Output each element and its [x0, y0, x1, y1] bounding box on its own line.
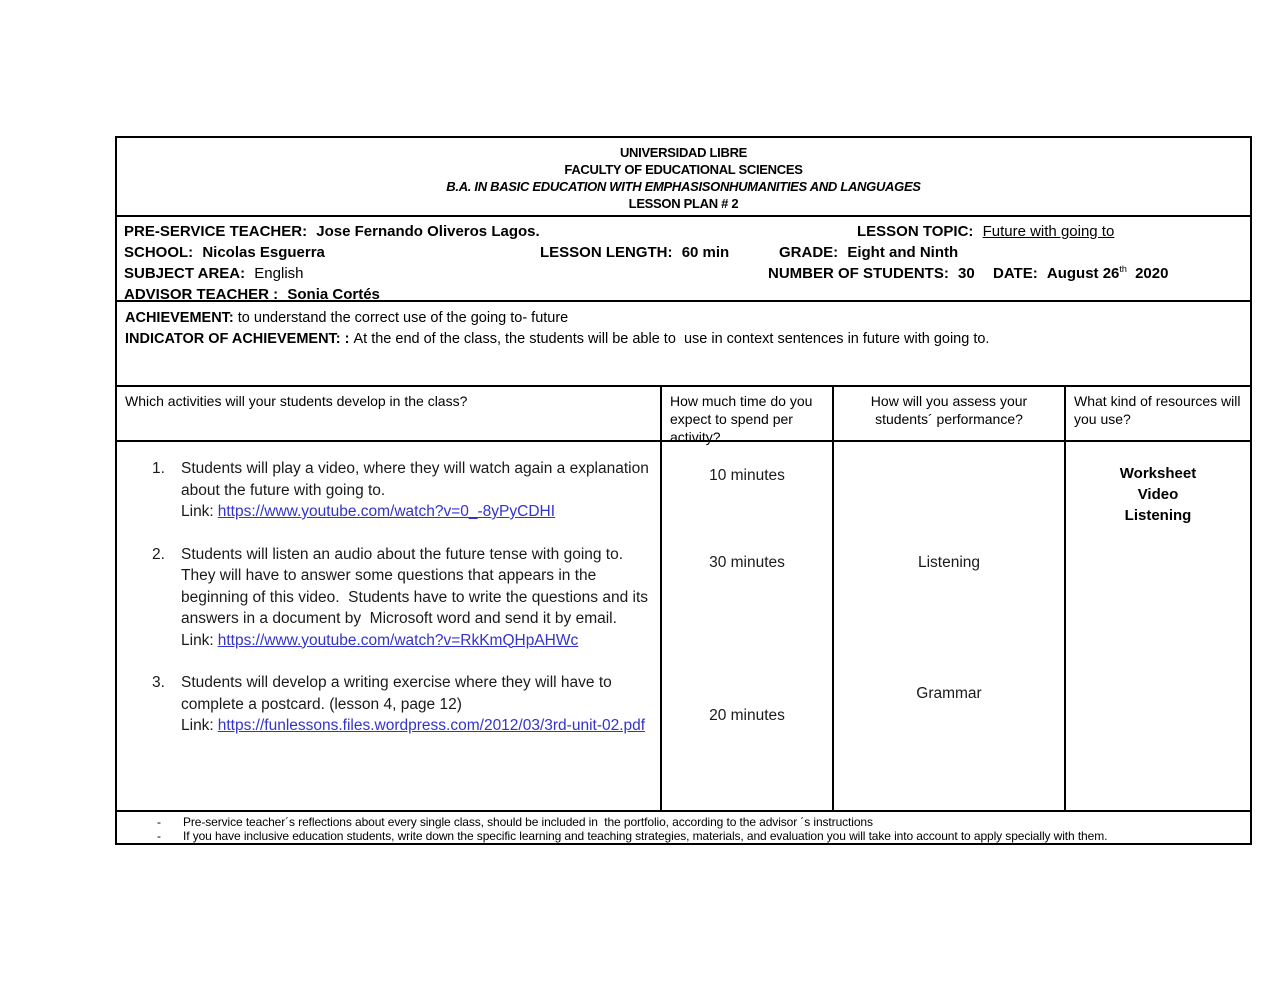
activity-1-link[interactable]: https://www.youtube.com/watch?v=0_-8yPyCDHI [217, 503, 556, 520]
activity-2-link[interactable]: https://www.youtube.com/watch?v=RkKmQHpAHWc [217, 631, 579, 649]
footer-note-2-text: If you have inclusive education students, write down the specific learning and teaching strategies, materials, and evaluation you will take into account to apply specially with them. [183, 829, 1108, 843]
activity-1-number: 1. [152, 460, 165, 477]
time-column [662, 442, 834, 810]
activity-3-text-block [181, 672, 652, 737]
footer-note-2 [117, 829, 1250, 843]
indicator-label: INDICATOR OF ACHIEVEMENT: : [125, 331, 350, 347]
number-of-students-value: 30 [958, 265, 975, 282]
time-activity-2: 30 minutes [709, 554, 785, 571]
activity-1-text-block [181, 458, 652, 523]
resource-worksheet: Worksheet [1119, 465, 1197, 482]
university-name: UNIVERSIDAD LIBRE [619, 145, 748, 160]
resources-list [1066, 463, 1250, 526]
subject-area-value: English [254, 265, 304, 282]
lesson-topic-value: Future with going to [982, 223, 1115, 240]
activity-2-text-block [181, 544, 652, 652]
date-year: 2020 [1135, 265, 1169, 282]
lesson-plan-document [115, 136, 1252, 845]
achievement-label: ACHIEVEMENT: [125, 310, 234, 326]
school-label: SCHOOL: [124, 244, 194, 261]
resources-column [1066, 442, 1250, 810]
pre-service-teacher-label: PRE-SERVICE TEACHER: [124, 223, 308, 240]
activity-item-3 [152, 672, 652, 737]
grade-label: GRADE: [779, 244, 839, 261]
assessment-activity-2: Listening [917, 554, 981, 571]
footer-note-1-text: Pre-service teacher´s reflections about every single class, should be included in the portfolio, according to the advisor ´s instructions [183, 815, 873, 829]
activities-table-header-row [117, 387, 1250, 445]
assessment-activity-3: Grammar [916, 685, 982, 702]
school-field [124, 243, 325, 263]
header-resources: What kind of resources will you use? [1074, 393, 1241, 427]
activity-3-description: Students will develop a writing exercise where they will have to complete a postcard. (lesson 4, page 12) [181, 674, 617, 713]
lesson-topic-field [857, 222, 1114, 242]
lesson-length-value: 60 min [681, 244, 730, 261]
subject-area-label: SUBJECT AREA: [124, 265, 246, 282]
footer-note-2-bullet: - [157, 829, 161, 843]
lesson-length-field [540, 243, 729, 263]
advisor-teacher-value: Sonia Cortés [287, 286, 380, 303]
indicator-line [125, 329, 1242, 350]
activities-list [117, 442, 660, 737]
achievement-line [125, 308, 1242, 329]
activity-3-link-label: Link: [181, 717, 214, 734]
achievement-section [117, 302, 1250, 387]
date-label: DATE: [993, 265, 1038, 282]
date-ordinal-suffix: th [1119, 264, 1127, 274]
header-assessment: How will you assess your students´ performance? [834, 387, 1066, 451]
advisor-teacher-label: ADVISOR TEACHER : [124, 286, 279, 303]
lesson-plan-title: LESSON PLAN # 2 [628, 196, 739, 211]
activity-1-link-label: Link: [181, 503, 214, 520]
time-activity-3: 20 minutes [709, 707, 785, 724]
program-name: B.A. IN BASIC EDUCATION WITH EMPHASISONHUMANITIES AND LANGUAGES [446, 179, 921, 194]
school-value: Nicolas Esguerra [202, 244, 325, 261]
activity-3-link[interactable]: https://funlessons.files.wordpress.com/2012/03/3rd-unit-02.pdf [217, 717, 646, 734]
grade-value: Eight and Ninth [847, 244, 959, 261]
activities-table-body [117, 442, 1250, 812]
assessment-column [834, 442, 1066, 810]
lesson-info-section [117, 217, 1250, 302]
footer-note-1-bullet: - [157, 815, 161, 829]
activity-2-number: 2. [152, 545, 165, 563]
activity-1-description: Students will play a video, where they will watch again a explanation about the future with going to. [181, 460, 654, 499]
activity-3-number: 3. [152, 674, 165, 691]
lesson-topic-label: LESSON TOPIC: [857, 223, 974, 240]
footer-notes-section [117, 812, 1250, 843]
date-field [993, 264, 1168, 284]
subject-area-field [124, 264, 304, 284]
activity-item-1 [152, 458, 652, 523]
achievement-text: to understand the correct use of the going to- future [237, 310, 569, 326]
date-day: August 26 [1046, 265, 1120, 282]
resource-listening: Listening [1124, 507, 1192, 524]
university-header [117, 138, 1250, 217]
header-activities: Which activities will your students develop in the class? [117, 387, 662, 451]
header-time: How much time do you expect to spend per activity? [662, 387, 834, 451]
number-of-students-field [768, 264, 975, 284]
activity-item-2 [152, 544, 652, 652]
indicator-text: At the end of the class, the students will be able to use in context sentences in future with going to. [353, 331, 990, 347]
lesson-length-label: LESSON LENGTH: [540, 244, 673, 261]
number-of-students-label: NUMBER OF STUDENTS: [768, 265, 949, 282]
resource-video: Video [1137, 486, 1179, 503]
footer-note-1 [117, 815, 1250, 829]
activity-2-description: Students will listen an audio about the future tense with going to. They will have to answer some questions that appears in the beginning of this video. Students have to write the questions and its answers in a document by Microsoft word and send it by email. [181, 545, 653, 627]
activity-2-link-label: Link: [181, 631, 214, 649]
pre-service-teacher-value: Jose Fernando Oliveros Lagos. [316, 223, 540, 240]
activities-column [117, 442, 662, 810]
pre-service-teacher-field [124, 222, 540, 242]
grade-field [779, 243, 958, 263]
faculty-name: FACULTY OF EDUCATIONAL SCIENCES [564, 162, 803, 177]
time-activity-1: 10 minutes [709, 467, 785, 484]
